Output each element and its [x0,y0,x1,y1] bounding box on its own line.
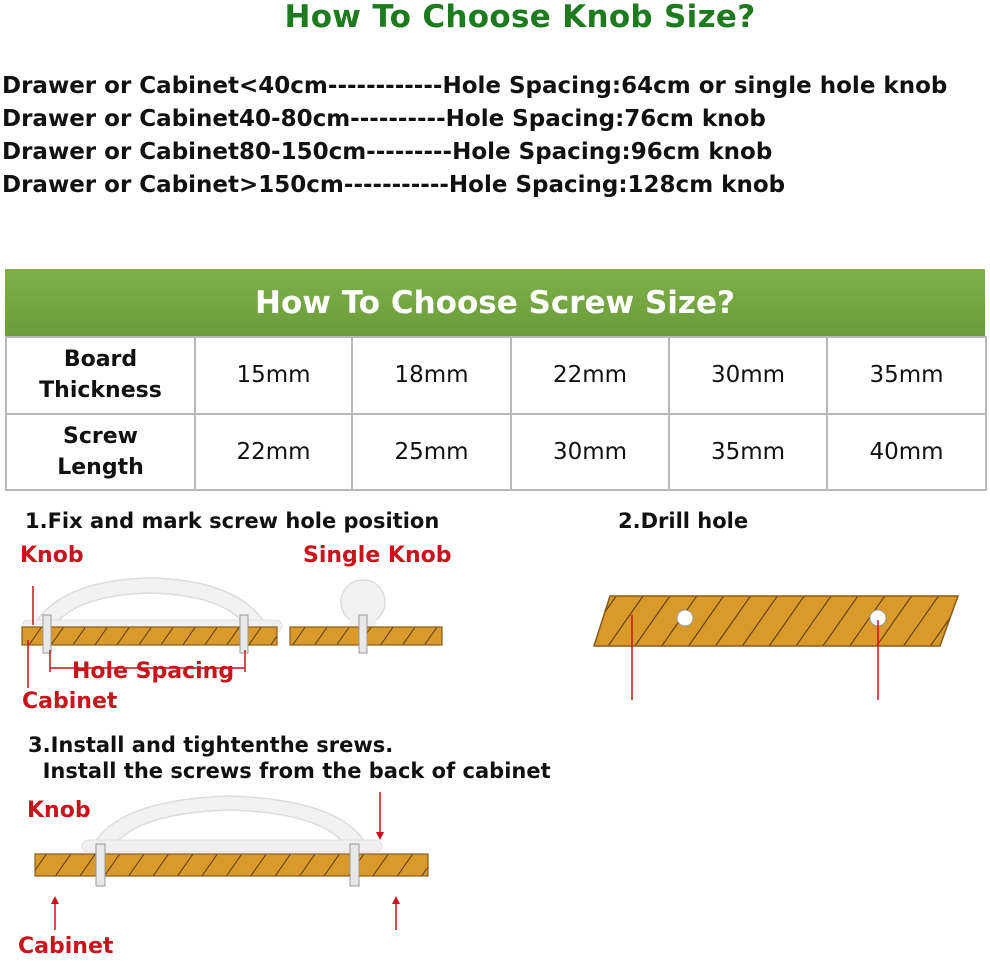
table-cell: 22mm [511,337,669,414]
screw-icon [43,615,51,653]
row-header-line: Length [57,454,144,480]
drill-hole-icon [677,610,693,626]
wood-board-icon [594,596,958,646]
step3-knob-label: Knob [27,798,91,823]
step3-title-line1: 3.Install and tightenthe srews. [28,733,394,757]
step1-illustration [0,560,460,700]
knob-size-line: Drawer or Cabinet80-150cm---------Hole Spacing:96cm knob [2,139,773,165]
wood-board-icon [35,854,428,876]
knob-size-line: Drawer or Cabinet>150cm-----------Hole Spacing:128cm knob [2,172,786,198]
step1-single-knob-label: Single Knob [303,543,452,568]
knob-size-title: How To Choose Knob Size? [284,0,756,35]
knob-size-line: Drawer or Cabinet<40cm------------Hole Spacing:64cm or single hole knob [2,73,948,99]
wood-board-icon [22,627,277,645]
row-header-board-thickness [6,337,195,414]
screw-icon [240,615,248,653]
table-cell: 18mm [352,337,511,414]
row-header-line: Screw [63,423,138,449]
step1-cabinet-label: Cabinet [22,689,118,714]
screw-icon [96,844,105,886]
table-cell: 15mm [195,337,352,414]
screw-icon [350,844,359,886]
screw-size-table [5,336,987,491]
table-row [6,414,986,491]
step3-illustration [0,780,460,930]
screw-size-title: How To Choose Screw Size? [255,284,735,321]
row-header-line: Thickness [39,378,162,404]
knob-size-list [2,70,947,202]
step2-title: 2.Drill hole [618,509,749,533]
screw-icon [359,615,367,653]
table-cell: 40mm [827,414,986,491]
step1-hole-spacing-label: Hole Spacing [72,659,235,684]
step2-illustration [580,570,980,720]
step3-title-line2: Install the screws from the back of cabinet [28,759,551,783]
step3-cabinet-label: Cabinet [18,934,114,959]
step1-knob-label: Knob [20,543,84,568]
table-cell: 25mm [352,414,511,491]
row-header-screw-length [6,414,195,491]
table-cell: 30mm [511,414,669,491]
screw-size-banner [5,269,985,336]
step1-title: 1.Fix and mark screw hole position [25,509,440,533]
table-cell: 35mm [669,414,827,491]
table-cell: 22mm [195,414,352,491]
table-cell: 35mm [827,337,986,414]
table-cell: 30mm [669,337,827,414]
table-row [6,337,986,414]
knob-size-line: Drawer or Cabinet40-80cm----------Hole Spacing:76cm knob [2,106,766,132]
row-header-line: Board [63,347,138,373]
